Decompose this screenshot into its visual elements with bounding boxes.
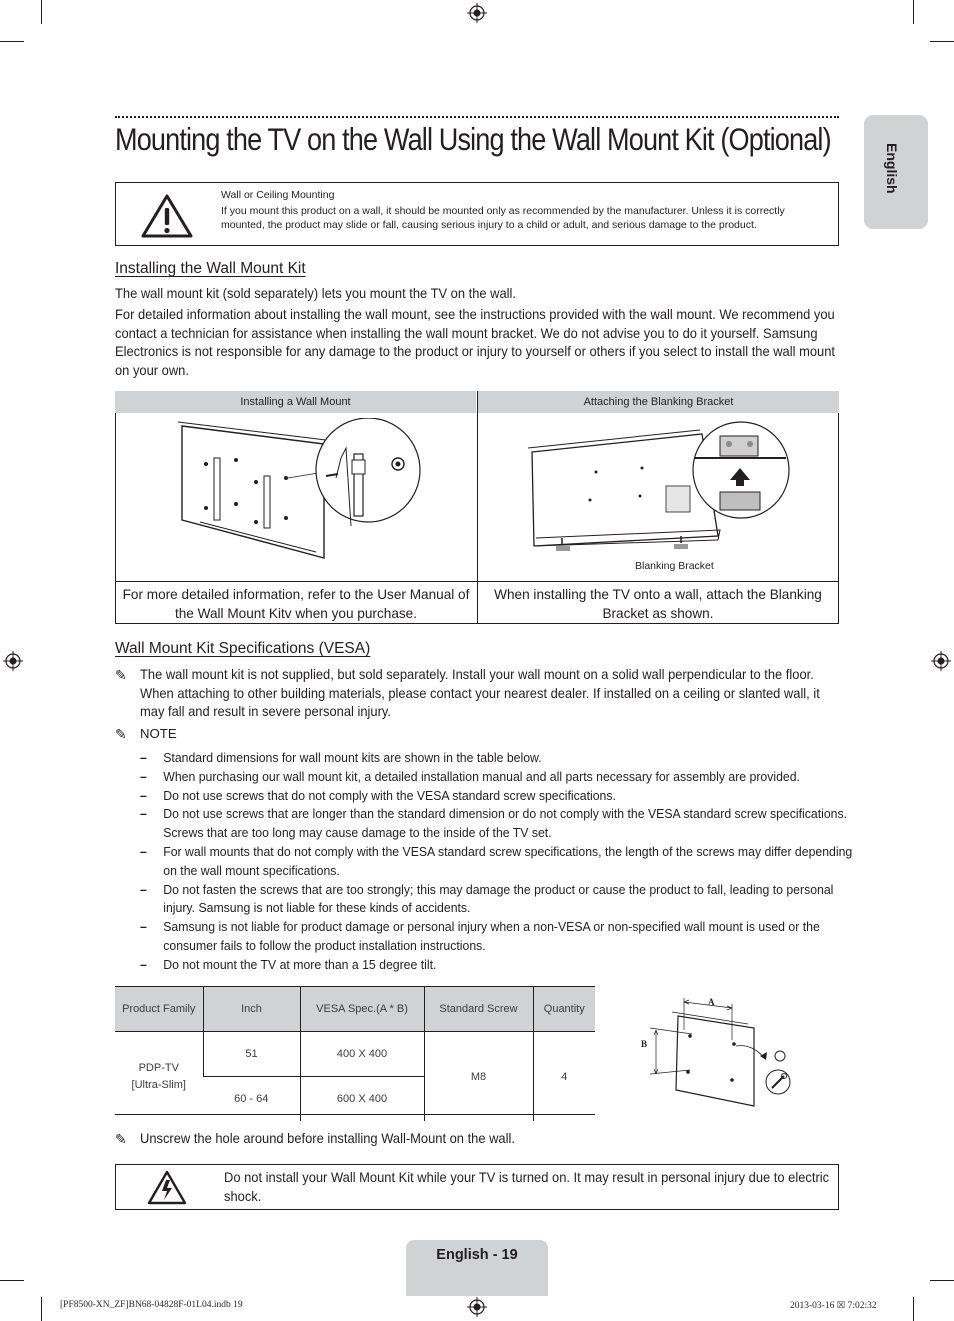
table-header-blanking: Attaching the Blanking Bracket xyxy=(478,391,839,413)
table-cell: 60 - 64 xyxy=(203,1077,300,1122)
product-family-line: PDP-TV xyxy=(138,1061,179,1074)
registration-mark-icon xyxy=(3,651,23,671)
note-pencil-icon: ✎ xyxy=(115,726,127,742)
table-header: VESA Spec.(A * B) xyxy=(300,986,424,1032)
list-item: – When purchasing our wall mount kit, a detailed installation manual and all parts necessary for assembly are provided. xyxy=(140,768,863,787)
warning-text: If you mount this product on a wall, it should be mounted only as recommended by the manufacturer. Unless it is correctly mounted, the product may slide or fall, causing serious injury to a child or adult, and serious damage to the product. xyxy=(221,205,785,231)
vesa-dimension-diagram xyxy=(636,994,801,1114)
vesa-table xyxy=(115,986,595,1121)
table-cell: 51 xyxy=(203,1032,300,1077)
crop-mark xyxy=(0,41,24,42)
page-number: English - 19 xyxy=(436,1247,518,1263)
product-family-line: [Ultra-Slim] xyxy=(131,1078,186,1091)
list-item: – Do not fasten the screws that are too strongly; this may damage the product or cause the product to fall, leading to personal injury. Samsung is not liable for these kinds of accidents. xyxy=(140,881,863,919)
blanking-caption: When installing the TV onto a wall, attach the Blanking Bracket as shown. xyxy=(494,587,822,621)
title-rule xyxy=(115,116,839,118)
table-header: Inch xyxy=(203,986,300,1032)
language-tab-label: English xyxy=(884,143,900,194)
blanking-bracket-label: Blanking Bracket xyxy=(635,560,714,572)
registration-mark-icon xyxy=(467,3,487,23)
dimension-label-b: B xyxy=(641,1039,648,1049)
install-paragraph-1: The wall mount kit (sold separately) lets you mount the TV on the wall. xyxy=(115,286,517,301)
table-row xyxy=(115,1032,595,1077)
page-number-tab xyxy=(406,1240,548,1296)
table-header: Standard Screw xyxy=(424,986,533,1032)
list-item: – Do not mount the TV at more than a 15 degree tilt. xyxy=(140,956,863,975)
list-item: – Do not use screws that do not comply with the VESA standard screw specifications. xyxy=(140,787,863,806)
table-border xyxy=(115,581,839,582)
list-item: – Standard dimensions for wall mount kits are shown in the table below. xyxy=(140,749,863,768)
list-item: – Samsung is not liable for product damage or personal injury when a non-VESA or non-specified wall mount is used or the consumer fails to follow the product installation instructions. xyxy=(140,918,863,956)
note-label: NOTE xyxy=(140,726,177,741)
section-heading-vesa: Wall Mount Kit Specifications (VESA) xyxy=(115,640,371,657)
crop-mark xyxy=(930,1280,954,1281)
table-border xyxy=(838,413,839,624)
section-heading-install: Installing the Wall Mount Kit xyxy=(115,260,306,277)
table-border xyxy=(477,391,478,624)
crop-mark xyxy=(41,1297,42,1321)
print-slug-right: 2013-03-16 ☒ 7:02:32 xyxy=(790,1301,877,1311)
print-slug-left: [PF8500-XN_ZF]BN68-04828F-01L04.indb 19 xyxy=(60,1300,243,1310)
registration-mark-icon xyxy=(467,1297,487,1317)
table-border xyxy=(115,623,839,624)
list-item: – Do not use screws that are longer than the standard dimension or do not comply with the VESA standard screw specifications. Screws that are too long may cause damage to the inside of the TV set. xyxy=(140,805,863,843)
warning-triangle-icon xyxy=(140,193,194,239)
electric-shock-warning-icon xyxy=(147,1170,187,1205)
blanking-bracket-illustration xyxy=(524,418,796,558)
crop-mark xyxy=(930,41,954,42)
vesa-intro: The wall mount kit is not supplied, but sold separately. Install your wall mount on a solid wall perpendicular to the floor. When attaching to other building materials, please contact your nearest dealer. If installed on a ceiling or slanted wall, it may fall and result in severe personal injury. xyxy=(140,667,820,720)
unscrew-note: Unscrew the hole around before installing Wall-Mount on the wall. xyxy=(140,1131,515,1146)
table-cell: M8 xyxy=(424,1032,533,1122)
notes-list xyxy=(140,749,853,975)
table-header-installing: Installing a Wall Mount xyxy=(115,391,476,413)
page-title: Mounting the TV on the Wall Using the Wall Mount Kit (Optional) xyxy=(115,121,831,157)
table-cell: 400 X 400 xyxy=(300,1032,424,1077)
list-item: – For wall mounts that do not comply with the VESA standard screw specifications, the length of the screws may differ depending on the wall mount specifications. xyxy=(140,843,863,881)
table-header: Quantity xyxy=(533,986,595,1032)
wall-mount-illustration xyxy=(176,418,426,563)
install-paragraph-2: For detailed information about installing the wall mount, see the instructions provided with the wall mount. We recommend you contact a technician for assistance when installing the wall mount bracket. We do not advise you to do it yourself. Samsung Electronics is not responsible for any damage to the product or injury to yourself or others if you select to install the wall mount on your own. xyxy=(115,307,835,378)
table-header: Product Family xyxy=(115,986,203,1032)
shock-warning-text: Do not install your Wall Mount Kit while your TV is turned on. It may result in personal injury due to electric shock. xyxy=(224,1170,830,1204)
registration-mark-icon xyxy=(931,651,951,671)
language-tab xyxy=(864,115,928,229)
install-caption: For more detailed information, refer to the User Manual of the Wall Mount Kitv when you purchase. xyxy=(122,587,470,621)
table-border xyxy=(115,413,116,624)
shock-warning-box xyxy=(115,1164,839,1210)
note-pencil-icon: ✎ xyxy=(115,667,127,683)
crop-mark xyxy=(41,0,42,24)
note-pencil-icon: ✎ xyxy=(115,1131,127,1147)
table-cell: 600 X 400 xyxy=(300,1077,424,1122)
dimension-label-a: A xyxy=(708,997,715,1007)
warning-box xyxy=(115,182,839,246)
table-cell: 4 xyxy=(533,1032,595,1122)
crop-mark xyxy=(0,1280,24,1281)
table-border xyxy=(115,1114,595,1115)
crop-mark xyxy=(913,0,914,24)
product-family-cell xyxy=(115,1032,203,1122)
table-border xyxy=(115,986,595,987)
warning-title: Wall or Ceiling Mounting xyxy=(221,189,335,201)
crop-mark xyxy=(913,1297,914,1321)
